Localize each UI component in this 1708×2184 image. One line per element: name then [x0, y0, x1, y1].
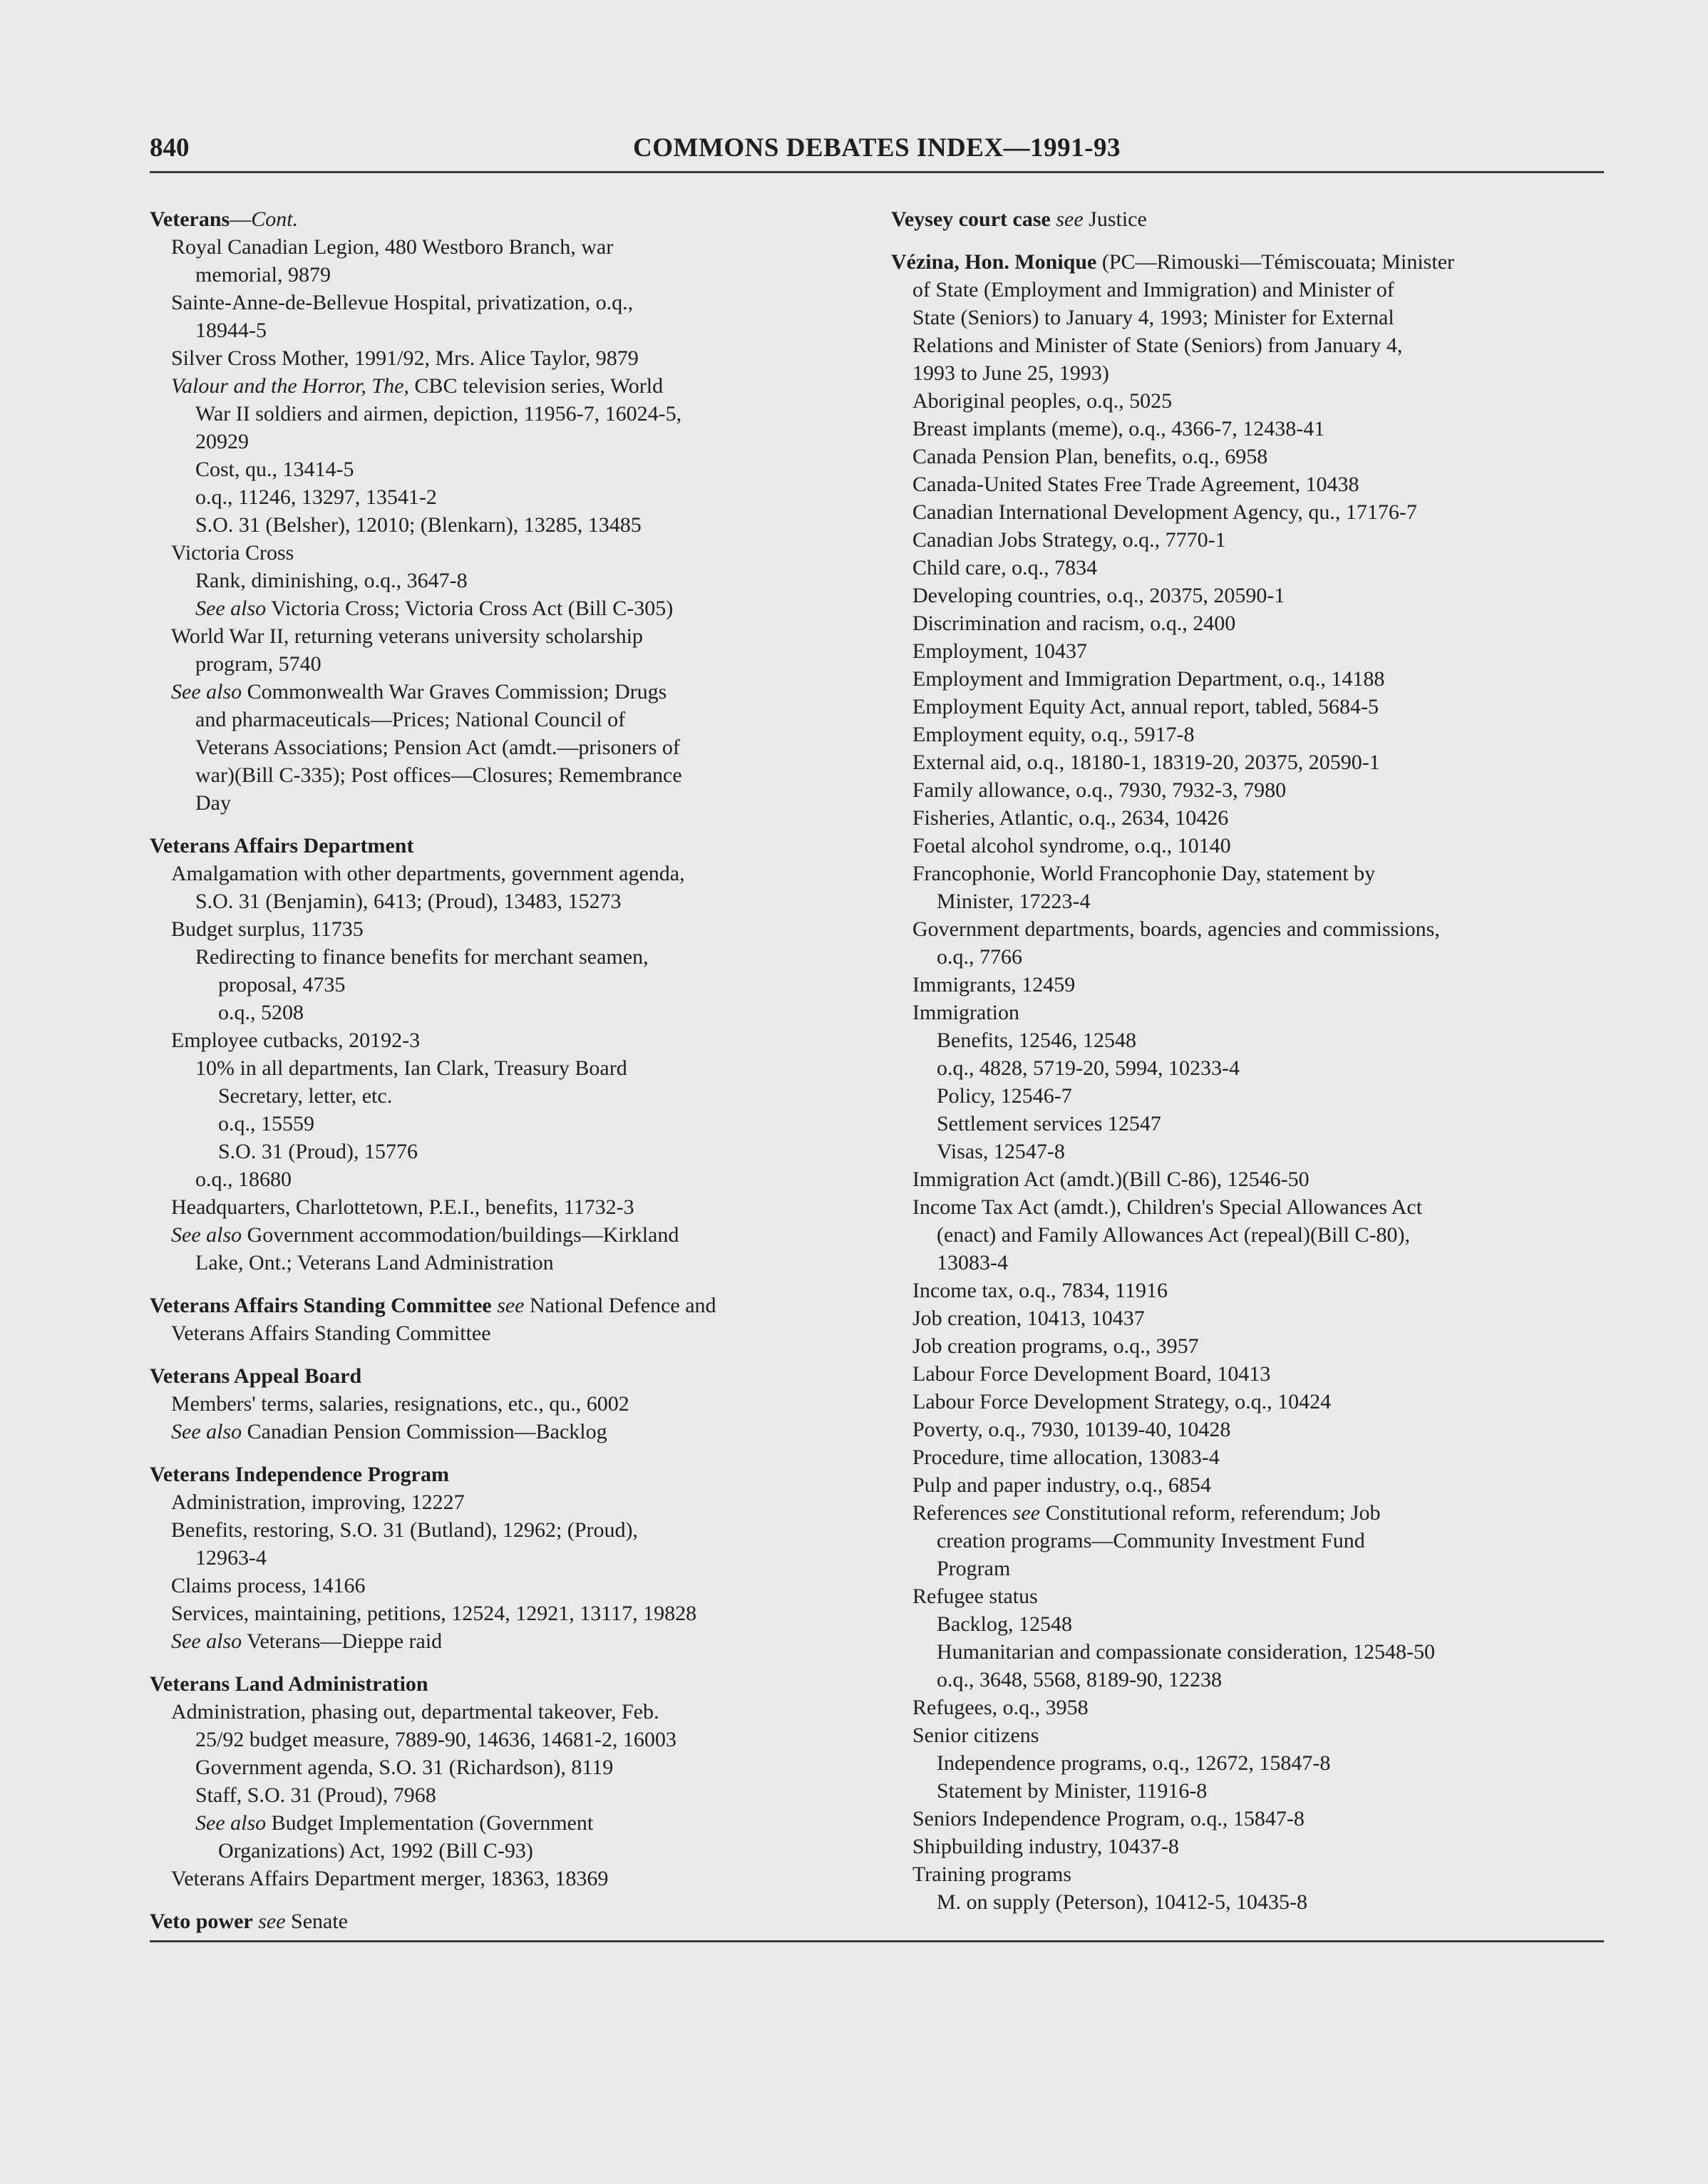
entry-text: Breast implants (meme), o.q., 4366-7, 12438-41 [912, 417, 1325, 441]
entry-subline [891, 1888, 1604, 1916]
entry-text: o.q., 18680 [195, 1168, 292, 1191]
index-entry [150, 1461, 863, 1655]
entry-heading-line [891, 248, 1604, 276]
entry-subline [891, 832, 1604, 860]
entry-subline [150, 1082, 863, 1110]
entry-text: Income tax, o.q., 7834, 11916 [912, 1279, 1168, 1302]
entry-text: Staff, S.O. 31 (Proud), 7968 [195, 1783, 436, 1807]
entry-subline [891, 1221, 1604, 1249]
entry-text: Victoria Cross [171, 541, 294, 565]
entry-text: 1993 to June 25, 1993) [912, 361, 1109, 385]
entry-text: Employee cutbacks, 20192-3 [171, 1029, 421, 1052]
entry-subline [150, 943, 863, 971]
entry-text: Shipbuilding industry, 10437-8 [912, 1835, 1179, 1858]
entry-subline [891, 665, 1604, 693]
entry-text: Cost, qu., 13414-5 [195, 458, 354, 481]
entry-subline [150, 1390, 863, 1418]
entry-subline [891, 1860, 1604, 1888]
entry-text: State (Seniors) to January 4, 1993; Minister for External [912, 306, 1394, 329]
entry-subline [891, 331, 1604, 359]
entry-subline [891, 387, 1604, 415]
entry-subline [891, 415, 1604, 443]
entry-subline [150, 733, 863, 761]
entry-subline [891, 721, 1604, 748]
index-entry [150, 1362, 863, 1446]
entry-subline [150, 1026, 863, 1054]
entry-subline [150, 999, 863, 1026]
entry-text: Benefits, 12546, 12548 [937, 1029, 1136, 1052]
italic-text: See also [171, 1223, 242, 1247]
entry-subline [891, 887, 1604, 915]
entry-subline [150, 1544, 863, 1572]
entry-subline [891, 1388, 1604, 1416]
entry-subline [891, 1110, 1604, 1138]
entry-text: Poverty, o.q., 7930, 10139-40, 10428 [912, 1418, 1231, 1441]
entry-subline [891, 1138, 1604, 1165]
entry-subline [150, 761, 863, 789]
entry-subline [150, 316, 863, 344]
entry-subline [150, 650, 863, 678]
entry-text: war)(Bill C-335); Post offices—Closures; Remembrance [195, 763, 682, 787]
entry-subline [150, 233, 863, 261]
index-entry [150, 1670, 863, 1892]
entry-text: Employment Equity Act, annual report, tabled, 5684-5 [912, 695, 1379, 718]
entry-subline [891, 276, 1604, 304]
entry-subline [891, 498, 1604, 526]
entry-text: Veterans Affairs Department merger, 18363, 18369 [171, 1867, 609, 1890]
page-number: 840 [150, 133, 190, 163]
entry-text: 25/92 budget measure, 7889-90, 14636, 14681-2, 16003 [195, 1728, 676, 1751]
entry-subline [150, 1221, 863, 1249]
headword: Veysey court case [891, 207, 1051, 231]
entry-heading-line [150, 1670, 863, 1698]
entry-text: Amalgamation with other departments, government agenda, [171, 862, 685, 885]
entry-subline [150, 539, 863, 567]
entry-text: program, 5740 [195, 652, 321, 676]
headword: Veterans [150, 207, 230, 231]
italic-text: See also [171, 680, 242, 704]
entry-text: Organizations) Act, 1992 (Bill C-93) [218, 1839, 533, 1863]
index-column-left [150, 205, 863, 1935]
entry-text: Senior citizens [912, 1724, 1039, 1747]
entry-heading-line [891, 205, 1604, 233]
entry-subline [891, 1749, 1604, 1777]
entry-text: S.O. 31 (Benjamin), 6413; (Proud), 13483, 15273 [195, 890, 622, 913]
entry-text: Day [195, 791, 231, 815]
entry-text: Family allowance, o.q., 7930, 7932-3, 7980 [912, 778, 1287, 802]
entry-subline [150, 678, 863, 706]
entry-text: o.q., 15559 [218, 1112, 314, 1135]
footer-rule [150, 1940, 1604, 1942]
entry-subline [891, 1805, 1604, 1833]
entry-text: Redirecting to finance benefits for merchant seamen, [195, 945, 649, 969]
entry-text: Victoria Cross; Victoria Cross Act (Bill C-305) [266, 597, 674, 620]
entry-text: memorial, 9879 [195, 263, 331, 287]
entry-subline [150, 511, 863, 539]
entry-subline [891, 999, 1604, 1026]
entry-text: Claims process, 14166 [171, 1574, 366, 1597]
entry-text: Training programs [912, 1863, 1072, 1886]
entry-subline [891, 1360, 1604, 1388]
entry-subline [891, 1527, 1604, 1555]
entry-subline [150, 400, 863, 428]
entry-subline [150, 1837, 863, 1865]
header-rule [150, 171, 1604, 173]
entry-text: of State (Employment and Immigration) and Minister of [912, 278, 1394, 302]
entry-text: o.q., 5208 [218, 1001, 304, 1024]
italic-text: see [497, 1294, 525, 1317]
entry-text: 13083-4 [937, 1251, 1008, 1274]
entry-subline [891, 1555, 1604, 1582]
entry-heading-line [150, 1362, 863, 1390]
entry-subline [891, 1416, 1604, 1443]
entry-subline [150, 289, 863, 316]
entry-subline [891, 693, 1604, 721]
entry-subline [891, 1666, 1604, 1694]
entry-text: Government agenda, S.O. 31 (Richardson), 8119 [195, 1756, 614, 1779]
entry-subline [150, 1193, 863, 1221]
entry-text: Veterans Affairs Standing Committee [171, 1322, 491, 1345]
entry-text: Sainte-Anne-de-Bellevue Hospital, privatization, o.q., [171, 291, 634, 314]
entry-subline [891, 304, 1604, 331]
entry-text: Procedure, time allocation, 13083-4 [912, 1446, 1220, 1469]
entry-text: Employment and Immigration Department, o.q., 14188 [912, 667, 1385, 691]
entry-subline [150, 1319, 863, 1347]
entry-subline [150, 887, 863, 915]
entry-text: References [912, 1501, 1013, 1525]
entry-subline [150, 594, 863, 622]
entry-subline [150, 1809, 863, 1837]
entry-subline [150, 1516, 863, 1544]
index-entry [150, 205, 863, 817]
entry-text: Budget surplus, 11735 [171, 917, 364, 941]
entry-subline [150, 1753, 863, 1781]
entry-subline [891, 748, 1604, 776]
italic-text: See also [171, 1420, 242, 1443]
entry-text: and pharmaceuticals—Prices; National Council of [195, 708, 626, 731]
running-title: COMMONS DEBATES INDEX—1991-93 [633, 133, 1121, 163]
entry-text: Administration, improving, 12227 [171, 1490, 465, 1514]
entry-text: Employment equity, o.q., 5917-8 [912, 723, 1195, 746]
entry-text: (enact) and Family Allowances Act (repeal)(Bill C-80), [937, 1223, 1410, 1247]
entry-text: Justice [1083, 207, 1147, 231]
entry-text: Lake, Ont.; Veterans Land Administration [195, 1251, 554, 1274]
entry-subline [891, 1694, 1604, 1721]
entry-text: Aboriginal peoples, o.q., 5025 [912, 389, 1173, 413]
entry-text: Silver Cross Mother, 1991/92, Mrs. Alice Taylor, 9879 [171, 346, 639, 370]
entry-text: Job creation programs, o.q., 3957 [912, 1334, 1199, 1358]
entry-text: Refugees, o.q., 3958 [912, 1696, 1089, 1719]
entry-text: Canadian International Development Agency, qu., 17176-7 [912, 500, 1417, 524]
entry-subline [891, 1054, 1604, 1082]
entry-subline [150, 789, 863, 817]
entry-text: Seniors Independence Program, o.q., 15847-8 [912, 1807, 1305, 1830]
entry-subline [891, 860, 1604, 887]
entry-text: o.q., 11246, 13297, 13541-2 [195, 485, 437, 509]
entry-text: Pulp and paper industry, o.q., 6854 [912, 1473, 1211, 1497]
entry-heading-line [150, 1461, 863, 1488]
entry-text: Members' terms, salaries, resignations, etc., qu., 6002 [171, 1392, 629, 1416]
entry-text: Settlement services 12547 [937, 1112, 1161, 1135]
index-column-right [891, 205, 1604, 1916]
entry-subline [891, 1082, 1604, 1110]
entry-text: Commonwealth War Graves Commission; Drugs [242, 680, 667, 704]
entry-subline [150, 1054, 863, 1082]
entry-text: Immigration Act (amdt.)(Bill C-86), 12546-50 [912, 1168, 1310, 1191]
entry-subline [891, 1833, 1604, 1860]
entry-text: Royal Canadian Legion, 480 Westboro Branch, war [171, 235, 614, 259]
index-entry [150, 832, 863, 1277]
entry-text: Program [937, 1557, 1011, 1580]
entry-subline [150, 567, 863, 594]
entry-text: National Defence and [524, 1294, 716, 1317]
entry-subline [891, 1610, 1604, 1638]
entry-subline [150, 622, 863, 650]
entry-subline [150, 1110, 863, 1138]
entry-text: Headquarters, Charlottetown, P.E.I., benefits, 11732-3 [171, 1195, 634, 1219]
entry-text: Relations and Minister of State (Seniors) from January 4, [912, 334, 1403, 357]
index-entry [891, 248, 1604, 1916]
entry-text: Developing countries, o.q., 20375, 20590-1 [912, 584, 1285, 607]
entry-subline [891, 776, 1604, 804]
italic-text: see [1012, 1501, 1041, 1525]
entry-subline [891, 1471, 1604, 1499]
entry-subline [150, 971, 863, 999]
entry-text: o.q., 3648, 5568, 8189-90, 12238 [937, 1668, 1222, 1691]
entry-text: Backlog, 12548 [937, 1612, 1072, 1636]
entry-text: Canada Pension Plan, benefits, o.q., 6958 [912, 445, 1268, 468]
entry-text: Canadian Jobs Strategy, o.q., 7770-1 [912, 528, 1226, 552]
entry-subline [150, 483, 863, 511]
entry-text: M. on supply (Peterson), 10412-5, 10435-8 [937, 1890, 1307, 1914]
entry-heading-line [150, 1292, 863, 1319]
entry-subline [891, 1777, 1604, 1805]
entry-text: 10% in all departments, Ian Clark, Treasury Board [195, 1056, 627, 1080]
entry-subline [891, 1443, 1604, 1471]
entry-subline [150, 428, 863, 455]
headword: Veterans Appeal Board [150, 1364, 362, 1388]
headword: Vézina, Hon. Monique [891, 250, 1097, 274]
entry-subline [150, 1138, 863, 1165]
entry-text: Policy, 12546-7 [937, 1084, 1072, 1108]
index-entry [150, 1292, 863, 1347]
entry-heading-line [150, 832, 863, 860]
entry-text: Senate [285, 1910, 348, 1933]
entry-text: Statement by Minister, 11916-8 [937, 1779, 1208, 1803]
entry-subline [891, 1193, 1604, 1221]
entry-text: Humanitarian and compassionate consideration, 12548-50 [937, 1640, 1435, 1664]
entry-subline [891, 943, 1604, 971]
index-entry [891, 205, 1604, 233]
entry-subline [891, 804, 1604, 832]
entry-subline [891, 637, 1604, 665]
entry-heading-line [150, 1907, 863, 1935]
entry-subline [150, 1726, 863, 1753]
entry-text: 20929 [195, 430, 249, 453]
entry-subline [150, 1572, 863, 1600]
entry-subline [150, 1600, 863, 1627]
entry-subline [891, 1499, 1604, 1527]
headword: Veterans Affairs Department [150, 834, 414, 857]
italic-text: see [258, 1910, 286, 1933]
entry-text: Immigration [912, 1001, 1019, 1024]
entry-text: Constitutional reform, referendum; Job [1040, 1501, 1381, 1525]
italic-text: see [1056, 207, 1084, 231]
entry-text: Discrimination and racism, o.q., 2400 [912, 612, 1236, 635]
entry-text: Government accommodation/buildings—Kirkland [242, 1223, 679, 1247]
entry-subline [150, 372, 863, 400]
entry-text: S.O. 31 (Proud), 15776 [218, 1140, 418, 1163]
entry-text: Labour Force Development Strategy, o.q., 10424 [912, 1390, 1332, 1413]
headword: Veto power [150, 1910, 253, 1933]
entry-text: Services, maintaining, petitions, 12524, 12921, 13117, 19828 [171, 1602, 697, 1625]
entry-text: Fisheries, Atlantic, o.q., 2634, 10426 [912, 806, 1229, 830]
headword: Veterans Affairs Standing Committee [150, 1294, 492, 1317]
entry-text: Rank, diminishing, o.q., 3647-8 [195, 569, 468, 592]
italic-text: Valour and the Horror, The, [171, 374, 409, 398]
entry-subline [150, 1865, 863, 1892]
entry-subline [891, 470, 1604, 498]
entry-subline [150, 1488, 863, 1516]
entry-text: External aid, o.q., 18180-1, 18319-20, 20375, 20590-1 [912, 751, 1380, 774]
entry-subline [891, 526, 1604, 554]
entry-subline [891, 582, 1604, 609]
entry-subline [891, 1721, 1604, 1749]
entry-text: proposal, 4735 [218, 973, 346, 996]
entry-subline [891, 443, 1604, 470]
italic-text: Cont. [251, 207, 299, 231]
entry-text: Francophonie, World Francophonie Day, statement by [912, 862, 1376, 885]
entry-text: (PC—Rimouski—Témiscouata; Minister [1096, 250, 1454, 274]
headword: Veterans Independence Program [150, 1463, 449, 1486]
entry-subline [891, 1638, 1604, 1666]
entry-subline [150, 455, 863, 483]
entry-text: Benefits, restoring, S.O. 31 (Butland), 12962; (Proud), [171, 1518, 638, 1542]
entry-subline [150, 1418, 863, 1446]
entry-text: Canada-United States Free Trade Agreement, 10438 [912, 473, 1359, 496]
entry-subline [891, 971, 1604, 999]
entry-text: Visas, 12547-8 [937, 1140, 1065, 1163]
entry-subline [891, 1277, 1604, 1304]
entry-text: Canadian Pension Commission—Backlog [242, 1420, 607, 1443]
italic-text: See also [195, 1811, 267, 1835]
entry-text: o.q., 4828, 5719-20, 5994, 10233-4 [937, 1056, 1240, 1080]
entry-subline [891, 1249, 1604, 1277]
entry-subline [150, 1249, 863, 1277]
entry-subline [150, 1165, 863, 1193]
headword: Veterans Land Administration [150, 1672, 428, 1696]
italic-text: See also [171, 1629, 242, 1653]
entry-subline [891, 915, 1604, 943]
entry-text: Administration, phasing out, departmental takeover, Feb. [171, 1700, 659, 1724]
entry-subline [891, 1582, 1604, 1610]
entry-text: Veterans Associations; Pension Act (amdt.—prisoners of [195, 736, 680, 759]
entry-text: Immigrants, 12459 [912, 973, 1076, 996]
entry-text: Labour Force Development Board, 10413 [912, 1362, 1271, 1386]
page-header [150, 133, 1604, 172]
entry-text: Refugee status [912, 1585, 1038, 1608]
entry-text: Minister, 17223-4 [937, 890, 1091, 913]
entry-subline [150, 915, 863, 943]
entry-text: Employment, 10437 [912, 639, 1087, 663]
entry-text: Job creation, 10413, 10437 [912, 1307, 1145, 1330]
entry-subline [150, 1627, 863, 1655]
entry-text: 12963-4 [195, 1546, 267, 1570]
entry-text: Independence programs, o.q., 12672, 15847-8 [937, 1751, 1331, 1775]
entry-text: Child care, o.q., 7834 [912, 556, 1098, 580]
index-entry [150, 1907, 863, 1935]
entry-text: Government departments, boards, agencies and commissions, [912, 917, 1440, 941]
entry-text: creation programs—Community Investment Fund [937, 1529, 1365, 1552]
entry-subline [891, 359, 1604, 387]
entry-text: 18944-5 [195, 319, 267, 342]
entry-text: o.q., 7766 [937, 945, 1022, 969]
entry-subline [891, 1332, 1604, 1360]
entry-subline [150, 1698, 863, 1726]
italic-text: See also [195, 597, 267, 620]
entry-heading-line [150, 205, 863, 233]
entry-subline [150, 706, 863, 733]
entry-text: Budget Implementation (Government [266, 1811, 594, 1835]
entry-text: — [230, 207, 252, 231]
entry-text: S.O. 31 (Belsher), 12010; (Blenkarn), 13285, 13485 [195, 513, 642, 537]
entry-text: Foetal alcohol syndrome, o.q., 10140 [912, 834, 1231, 857]
entry-subline [150, 344, 863, 372]
entry-subline [150, 860, 863, 887]
entry-subline [891, 609, 1604, 637]
entry-text: World War II, returning veterans university scholarship [171, 624, 643, 648]
entry-subline [150, 261, 863, 289]
entry-subline [150, 1781, 863, 1809]
entry-subline [891, 1304, 1604, 1332]
entry-text: Secretary, letter, etc. [218, 1084, 393, 1108]
entry-subline [891, 554, 1604, 582]
entry-text: CBC television series, World [408, 374, 664, 398]
entry-subline [891, 1165, 1604, 1193]
entry-text: War II soldiers and airmen, depiction, 11956-7, 16024-5, [195, 402, 682, 426]
entry-text: Income Tax Act (amdt.), Children's Special Allowances Act [912, 1195, 1423, 1219]
entry-subline [891, 1026, 1604, 1054]
entry-text: Veterans—Dieppe raid [242, 1629, 443, 1653]
